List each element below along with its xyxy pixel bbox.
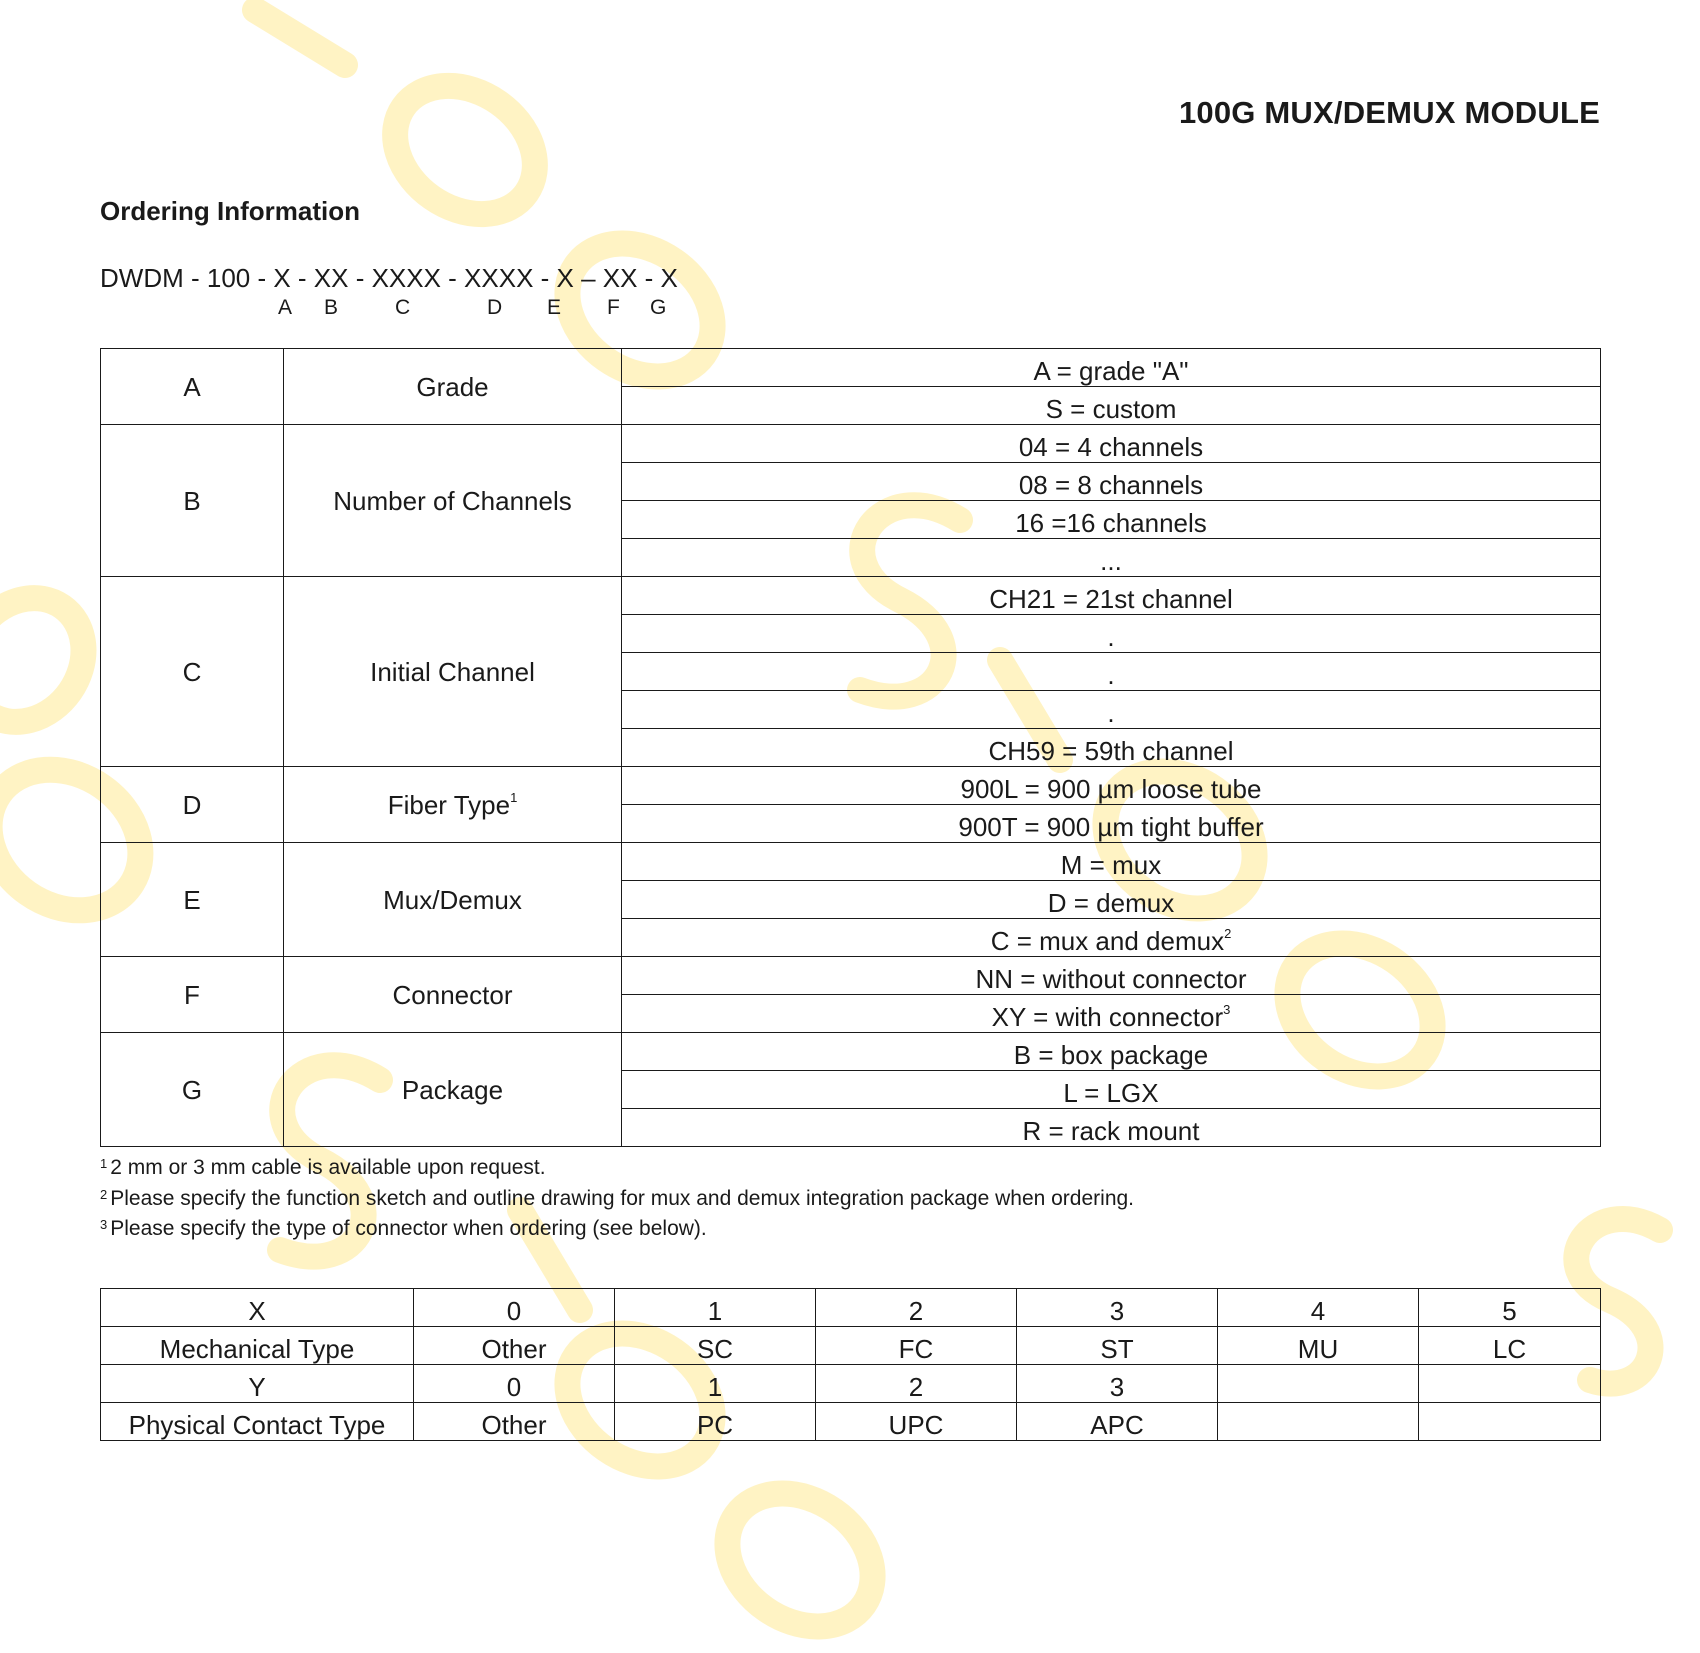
code-letter-d: D	[487, 296, 503, 319]
option-value-text: 16 =16 channels	[1015, 508, 1207, 538]
option-name	[284, 425, 622, 577]
option-value	[622, 577, 1601, 615]
option-value-text: XY = with connector	[991, 1002, 1224, 1032]
footnotes	[100, 1151, 1134, 1243]
table-cell: 1	[615, 1365, 816, 1403]
option-value	[622, 843, 1601, 881]
option-value	[622, 881, 1601, 919]
row-header-cell: Mechanical Type	[101, 1327, 414, 1365]
code-letter-a: A	[278, 296, 293, 319]
table-cell: 0	[414, 1289, 615, 1327]
table-cell: LC	[1419, 1327, 1601, 1365]
option-name	[284, 349, 622, 425]
option-value	[622, 995, 1601, 1033]
option-value-text: 08 = 8 channels	[1018, 470, 1204, 500]
table-row	[101, 349, 1601, 387]
table-cell: Other	[414, 1403, 615, 1441]
option-value-text: S = custom	[1045, 394, 1177, 424]
option-value	[622, 691, 1601, 729]
option-name-text: Connector	[392, 979, 513, 1010]
table-row	[101, 1403, 1601, 1441]
option-value-text: .	[1107, 660, 1115, 690]
option-name	[284, 577, 622, 767]
table-cell: APC	[1017, 1403, 1218, 1441]
table-cell: MU	[1218, 1327, 1419, 1365]
ordering-code-pattern: DWDM - 100 - X - XX - XXXX - XXXX - X – XX - X	[100, 263, 678, 293]
footnote	[100, 1212, 1134, 1243]
table-cell	[1419, 1365, 1601, 1403]
option-name-text: Initial Channel	[370, 656, 535, 687]
table-cell	[1218, 1365, 1419, 1403]
footnote-mark: 2	[100, 1186, 108, 1202]
option-value-text: D = demux	[1047, 888, 1175, 918]
option-value-text: C = mux and demux	[990, 926, 1225, 956]
option-value	[622, 501, 1601, 539]
table-cell	[1419, 1403, 1601, 1441]
option-value	[622, 653, 1601, 691]
table-row	[101, 1033, 1601, 1071]
code-letter-c: C	[395, 296, 411, 319]
option-value	[622, 1109, 1601, 1147]
option-value	[622, 957, 1601, 995]
table-cell: FC	[816, 1327, 1017, 1365]
footnote-text: 2 mm or 3 mm cable is available upon request.	[110, 1156, 546, 1179]
option-value	[622, 425, 1601, 463]
table-cell: SC	[615, 1327, 816, 1365]
option-name-text: Number of Channels	[333, 485, 572, 516]
option-name-text: Fiber Type	[387, 789, 511, 820]
option-value	[622, 463, 1601, 501]
table-cell: UPC	[816, 1403, 1017, 1441]
code-letter-g: G	[650, 296, 667, 319]
option-value-text: B = box package	[1013, 1040, 1209, 1070]
option-value	[622, 1033, 1601, 1071]
option-value	[622, 805, 1601, 843]
option-value-text: L = LGX	[1063, 1078, 1159, 1108]
footnote-text: Please specify the type of connector when ordering (see below).	[110, 1217, 707, 1240]
row-header-cell: X	[101, 1289, 414, 1327]
option-value-text: 04 = 4 channels	[1018, 432, 1204, 462]
footnote	[100, 1182, 1134, 1213]
table-cell: 1	[615, 1289, 816, 1327]
code-letter-e: E	[547, 296, 562, 319]
option-value	[622, 767, 1601, 805]
option-code: C	[101, 577, 284, 767]
option-code: E	[101, 843, 284, 957]
option-code: B	[101, 425, 284, 577]
footnote	[100, 1151, 1134, 1182]
option-value-text: .	[1107, 698, 1115, 728]
option-code: A	[101, 349, 284, 425]
option-code: G	[101, 1033, 284, 1147]
table-cell: 2	[816, 1289, 1017, 1327]
table-cell: 0	[414, 1365, 615, 1403]
option-name-text: Package	[401, 1074, 504, 1105]
option-value	[622, 729, 1601, 767]
footnote-ref: 3	[1223, 1002, 1231, 1017]
table-cell: Other	[414, 1327, 615, 1365]
table-row	[101, 425, 1601, 463]
table-cell: 3	[1017, 1365, 1218, 1403]
option-value	[622, 539, 1601, 577]
page-title: 100G MUX/DEMUX MODULE	[1178, 95, 1600, 130]
option-name	[284, 957, 622, 1033]
ordering-options-table	[100, 348, 1601, 1147]
table-cell: ST	[1017, 1327, 1218, 1365]
table-row	[101, 957, 1601, 995]
option-name	[284, 767, 622, 843]
table-cell: PC	[615, 1403, 816, 1441]
table-cell: 3	[1017, 1289, 1218, 1327]
option-value-text: .	[1107, 622, 1115, 652]
option-value	[622, 349, 1601, 387]
option-name	[284, 843, 622, 957]
row-header-cell: Y	[101, 1365, 414, 1403]
option-value-text: A = grade "A"	[1033, 356, 1189, 386]
option-value-text: CH59 = 59th channel	[988, 736, 1234, 766]
section-heading: Ordering Information	[100, 196, 360, 226]
table-row	[101, 843, 1601, 881]
option-value-text: R = rack mount	[1022, 1116, 1200, 1146]
table-cell: 2	[816, 1365, 1017, 1403]
option-value-text: 900T = 900 µm tight buffer	[958, 812, 1264, 842]
option-name-text: Mux/Demux	[383, 884, 522, 915]
option-value	[622, 919, 1601, 957]
option-value	[622, 1071, 1601, 1109]
option-value-text: 900L = 900 µm loose tube	[960, 774, 1262, 804]
connector-type-table	[100, 1288, 1601, 1441]
option-name	[284, 1033, 622, 1147]
code-letter-f: F	[607, 296, 620, 319]
footnote-mark: 1	[100, 1156, 108, 1171]
option-name-text: Grade	[416, 371, 489, 402]
table-cell: 5	[1419, 1289, 1601, 1327]
table-row	[101, 1327, 1601, 1365]
option-value	[622, 615, 1601, 653]
footnote-mark: 3	[100, 1217, 108, 1232]
option-code: F	[101, 957, 284, 1033]
footnote-text: Please specify the function sketch and outline drawing for mux and demux integration package when ordering.	[110, 1186, 1135, 1210]
option-code: D	[101, 767, 284, 843]
table-row	[101, 1365, 1601, 1403]
option-value-text: ...	[1100, 546, 1122, 576]
code-letter-b: B	[324, 296, 339, 319]
option-value-text: NN = without connector	[975, 964, 1247, 994]
footnote-ref: 2	[1224, 926, 1232, 941]
table-row	[101, 767, 1601, 805]
option-value-text: CH21 = 21st channel	[989, 584, 1233, 614]
footnote-ref: 1	[510, 789, 518, 805]
option-value	[622, 387, 1601, 425]
table-cell: 4	[1218, 1289, 1419, 1327]
row-header-cell: Physical Contact Type	[101, 1403, 414, 1441]
option-value-text: M = mux	[1060, 850, 1162, 880]
table-cell	[1218, 1403, 1419, 1441]
table-row	[101, 577, 1601, 615]
table-row	[101, 1289, 1601, 1327]
